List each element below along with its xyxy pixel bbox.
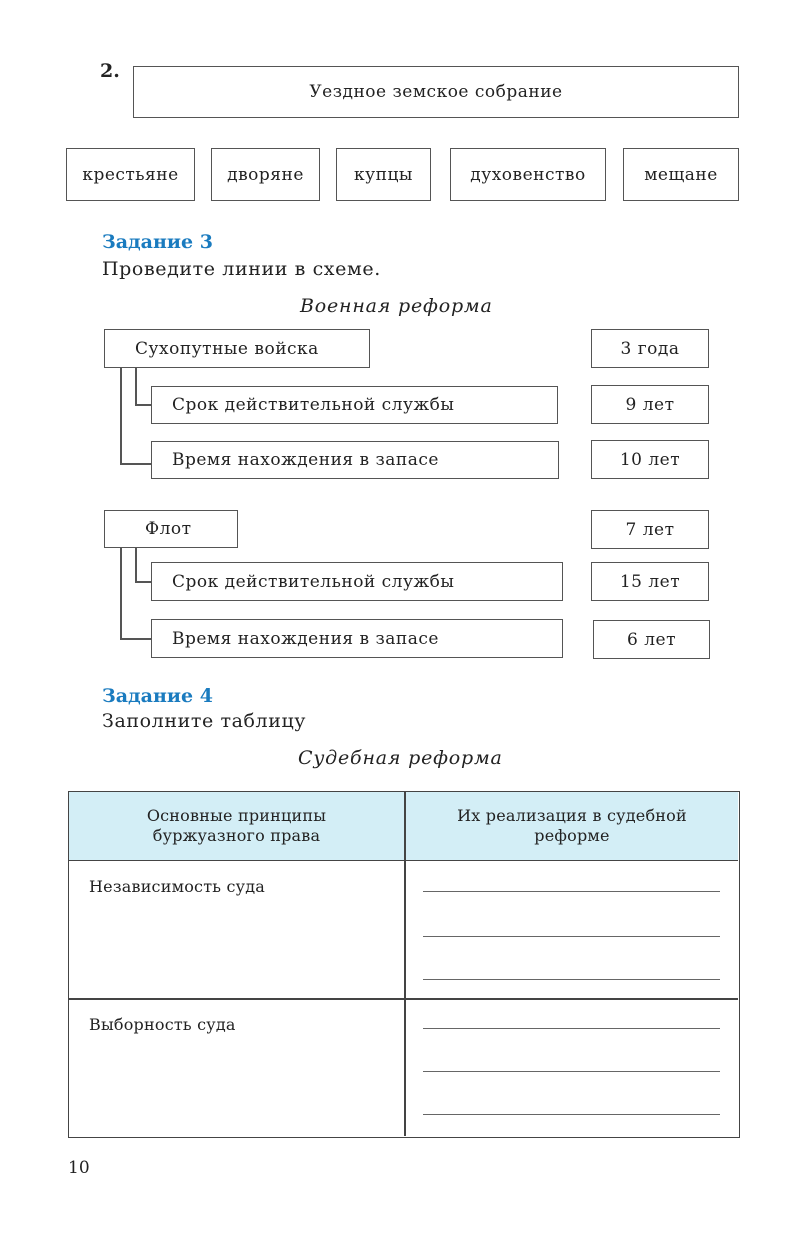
item-number: 2.	[100, 60, 120, 82]
service-term-box: Срок действительной службы	[151, 562, 563, 601]
header-implementation: Их реализация в судебной реформе	[457, 806, 687, 845]
header-principles: Основные принципы буржуазного права	[146, 806, 327, 845]
zemstvo-assembly-box: Уездное земское собрание	[133, 66, 739, 118]
value-box: 6 лет	[593, 620, 710, 659]
value-box: 7 лет	[591, 510, 709, 549]
estate-box: дворяне	[211, 148, 320, 201]
answer-line[interactable]	[423, 1028, 720, 1029]
estate-box: мещане	[623, 148, 739, 201]
fleet-box: Флот	[104, 510, 238, 548]
page-number: 10	[68, 1158, 90, 1178]
answer-line[interactable]	[423, 1114, 720, 1115]
answer-line[interactable]	[423, 1071, 720, 1072]
estate-box: купцы	[336, 148, 431, 201]
task4-instruction: Заполните таблицу	[102, 710, 307, 732]
task3-heading: Задание 3	[102, 231, 213, 253]
task4-heading: Задание 4	[102, 685, 213, 707]
reserve-term-box: Время нахождения в запасе	[151, 619, 563, 658]
answer-line[interactable]	[423, 936, 720, 937]
table-title: Судебная реформа	[298, 747, 503, 769]
ground-forces-box: Сухопутные войска	[104, 329, 370, 368]
value-box: 15 лет	[591, 562, 709, 601]
value-box: 9 лет	[591, 385, 709, 424]
service-term-box: Срок действительной службы	[151, 386, 558, 424]
answer-line[interactable]	[423, 891, 720, 892]
reform-table	[68, 791, 740, 1138]
row-label: Выборность суда	[89, 1015, 236, 1034]
estate-box: крестьяне	[66, 148, 195, 201]
answer-line[interactable]	[423, 979, 720, 980]
row-label: Независимость суда	[89, 877, 266, 896]
task3-instruction: Проведите линии в схеме.	[102, 258, 381, 280]
reserve-term-box: Время нахождения в запасе	[151, 441, 559, 479]
scheme-title: Военная реформа	[300, 295, 493, 317]
value-box: 10 лет	[591, 440, 709, 479]
value-box: 3 года	[591, 329, 709, 368]
estate-box: духовенство	[450, 148, 606, 201]
